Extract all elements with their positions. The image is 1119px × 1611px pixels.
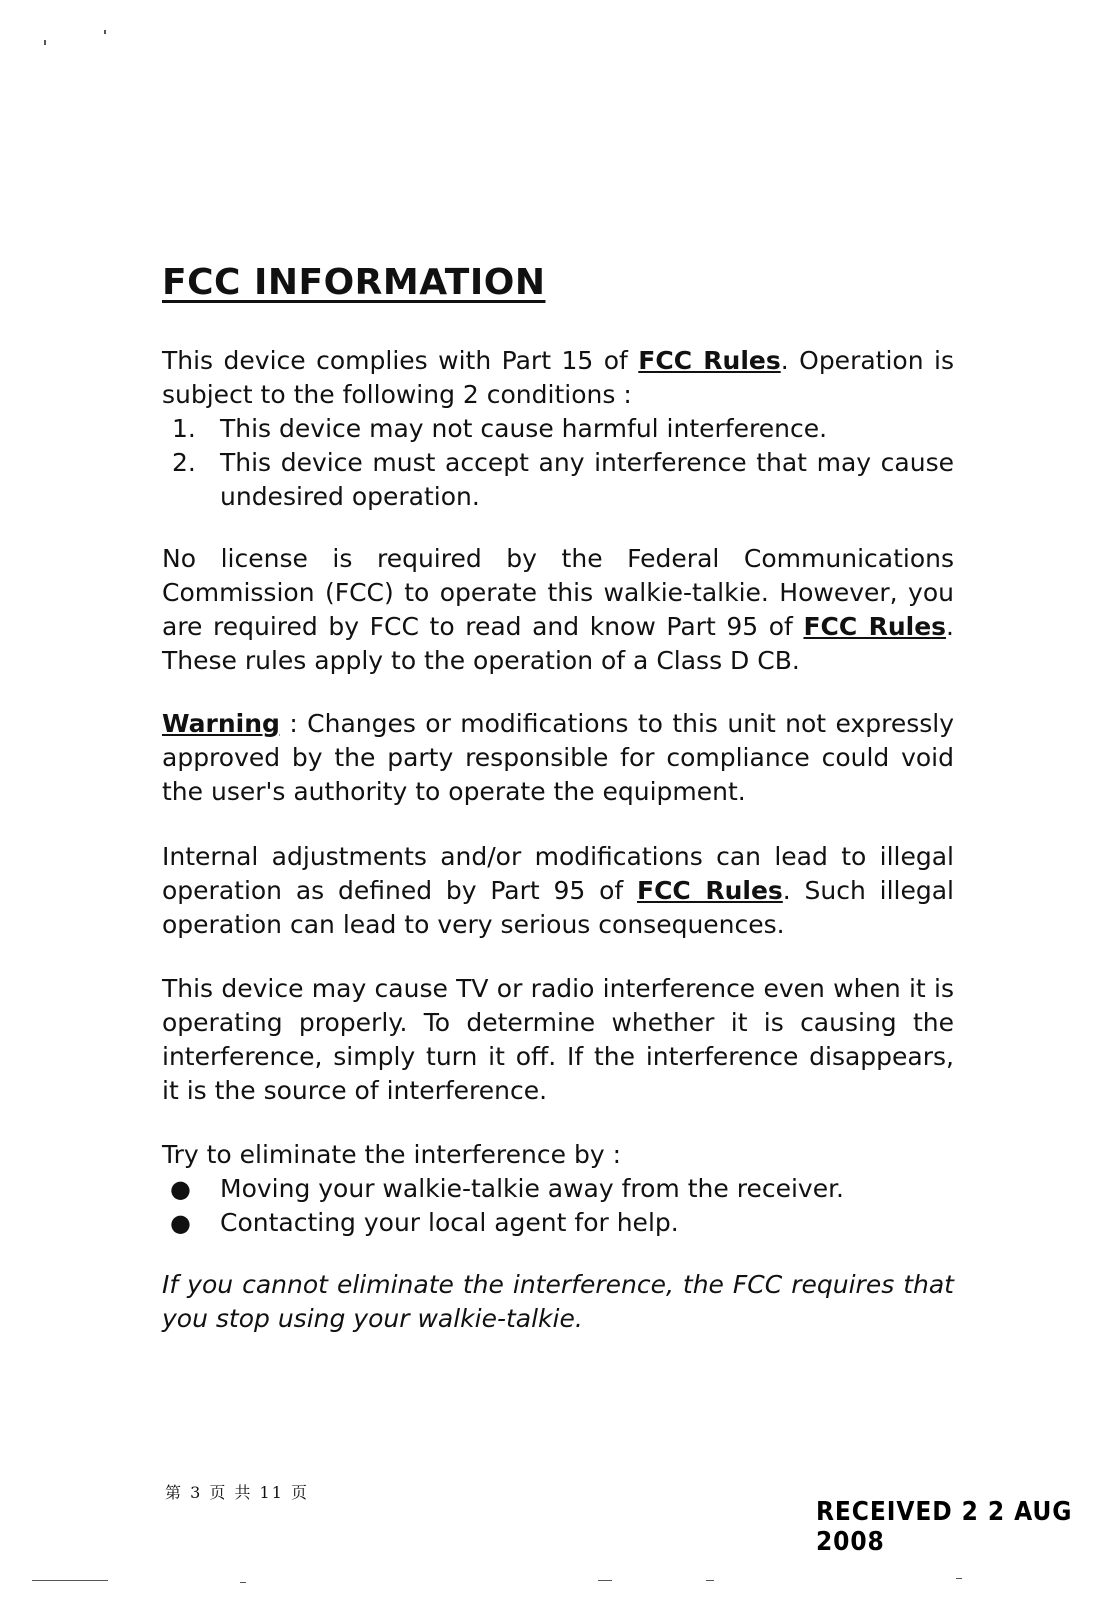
internal-adjustments-paragraph <box>162 840 954 942</box>
closing-text: If you cannot eliminate the interference, the FCC requires that you stop using your walkie-talkie. <box>162 1270 954 1333</box>
scan-line <box>32 1580 108 1581</box>
conditions-list <box>162 412 954 514</box>
internal-text-a: Internal adjustments and/or modifications can lead to illegal operation as defined by Part 95 of <box>162 842 954 905</box>
license-text-a: No license is required by the Federal Communications Commission (FCC) to operate this walkie-talkie. However, you are required by FCC to read and know Part 95 of <box>162 544 954 641</box>
fcc-rules-link: FCC Rules <box>638 346 781 375</box>
compliance-intro <box>162 344 954 412</box>
interference-paragraph <box>162 972 954 1108</box>
received-stamp: RECEIVED 2 2 AUG 2008 <box>816 1497 1073 1557</box>
internal-text-b: . Such illegal operation can lead to very serious consequences. <box>162 876 955 939</box>
compliance-intro-text-b: . Operation is subject to the following 2 conditions : <box>162 346 954 409</box>
compliance-intro-text-a: This device complies with Part 15 of <box>162 346 639 375</box>
eliminate-intro: Try to eliminate the interference by : <box>162 1140 621 1169</box>
license-paragraph <box>162 542 954 678</box>
scan-speck <box>104 30 106 34</box>
warning-text: : Changes or modifications to this unit not expressly approved by the party responsible for compliance could void the user's authority to operate the equipment. <box>162 709 954 806</box>
scan-speck <box>598 1580 612 1581</box>
list-item <box>162 1172 954 1206</box>
list-item <box>162 446 954 514</box>
list-item-text: Moving your walkie-talkie away from the receiver. <box>220 1174 844 1203</box>
list-item-text: Contacting your local agent for help. <box>220 1208 679 1237</box>
scan-speck <box>240 1582 246 1583</box>
list-item <box>162 1206 954 1240</box>
list-number: 2. <box>172 448 196 477</box>
fcc-rules-link: FCC Rules <box>637 876 783 905</box>
scan-speck <box>706 1580 714 1581</box>
interference-text: This device may cause TV or radio interference even when it is operating properly. To determine whether it is causing the interference, simply turn it off. If the interference disappears, it is the source of interference. <box>162 974 954 1105</box>
closing-paragraph <box>162 1268 954 1336</box>
warning-paragraph <box>162 707 954 809</box>
bullet-icon: ● <box>170 1209 191 1237</box>
page-title: FCC INFORMATION <box>162 262 546 303</box>
list-item <box>162 412 954 446</box>
scan-speck <box>44 40 46 45</box>
license-text-b: . These rules apply to the operation of a Class D CB. <box>162 612 954 675</box>
list-item-text: This device must accept any interference that may cause undesired operation. <box>220 448 954 511</box>
page-marker: 第 3 页 共 11 页 <box>165 1483 309 1502</box>
list-item-text: This device may not cause harmful interference. <box>220 414 828 443</box>
scan-speck <box>956 1578 962 1579</box>
eliminate-section <box>162 1138 954 1240</box>
bullet-icon: ● <box>170 1175 191 1203</box>
compliance-section <box>162 344 954 514</box>
fcc-rules-link: FCC Rules <box>803 612 947 641</box>
warning-label: Warning <box>162 709 280 738</box>
list-number: 1. <box>172 414 196 443</box>
eliminate-list <box>162 1172 954 1240</box>
